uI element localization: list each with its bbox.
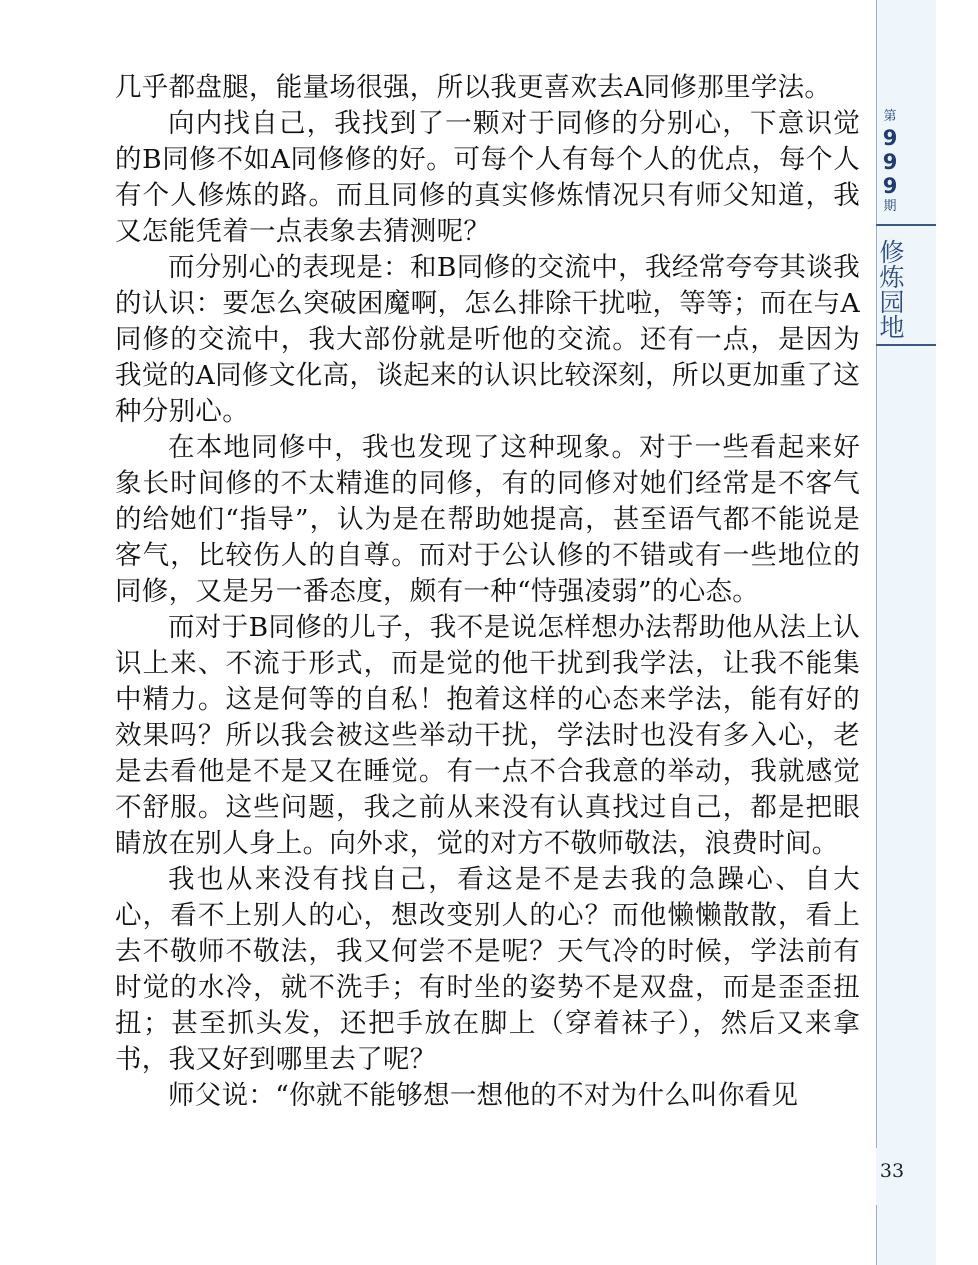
paragraph-1: 几乎都盘腿，能量场很强，所以我更喜欢去A同修那里学法。: [115, 72, 832, 103]
paragraph-6: 我也从来没有找自己，看这是不是去我的急躁心、自大心，看不上别人的心，想改变别人的心？而他懒懒散散，看上去不敬师不敬法，我又何尝不是呢？天气冷的时候，学法前有时觉的水冷，就不洗手；有时坐的姿势不是双盘，而是歪歪扭扭；甚至抓头发，还把手放在脚上（穿着袜子），然后又来拿书，我又好到哪里去了呢？: [115, 864, 860, 1075]
issue-suffix: 期: [883, 199, 897, 214]
side-divider-bottom: [876, 1205, 877, 1265]
paragraph-3: 而分别心的表现是：和B同修的交流中，我经常夸夸其谈我的认识：要怎么突破困魔啊，怎么排除干扰啦，等等；而在与A同修的交流中，我大部份就是听他的交流。还有一点，是因为我觉的A同修文化高，谈起来的认识比较深刻，所以更加重了这种分别心。: [115, 252, 860, 427]
issue-prefix: 第: [883, 109, 897, 124]
issue-digit-3: 9: [882, 174, 898, 198]
page-number: 33: [879, 1160, 905, 1182]
section-divider: [876, 344, 936, 346]
issue-divider: [876, 224, 936, 226]
issue-label: [876, 108, 904, 216]
paragraph-4: 在本地同修中，我也发现了这种现象。对于一些看起来好象长时间修的不太精進的同修，有的同修对她们经常是不客气的给她们“指导”，认为是在帮助她提高，甚至语气都不能说是客气，比较伤人的自尊。而对于公认修的不错或有一些地位的同修，又是另一番态度，颇有一种“恃强凌弱”的心态。: [115, 432, 860, 607]
paragraph-7: 师父说：“你就不能够想一想他的不对为什么叫你看见: [168, 1080, 799, 1111]
issue-digit-1: 9: [882, 126, 898, 150]
section-title: 修炼园地: [879, 238, 905, 342]
article-body: [115, 70, 860, 1114]
issue-digit-2: 9: [882, 150, 898, 174]
paragraph-5: 而对于B同修的儿子，我不是说怎样想办法帮助他从法上认识上来、不流于形式，而是觉的他干扰到我学法，让我不能集中精力。这是何等的自私！抱着这样的心态来学法，能有好的效果吗？所以我会被这些举动干扰，学法时也没有多入心，老是去看他是不是又在睡觉。有一点不合我意的举动，我就感觉不舒服。这些问题，我之前从来没有认真找过自己，都是把眼睛放在别人身上。向外求，觉的对方不敬师敬法，浪费时间。: [115, 612, 860, 859]
paragraph-2: 向内找自己，我找到了一颗对于同修的分别心，下意识觉的B同修不如A同修修的好。可每个人有每个人的优点，每个人有个人修炼的路。而且同修的真实修炼情况只有师父知道，我又怎能凭着一点表象去猜测呢？: [115, 108, 860, 247]
